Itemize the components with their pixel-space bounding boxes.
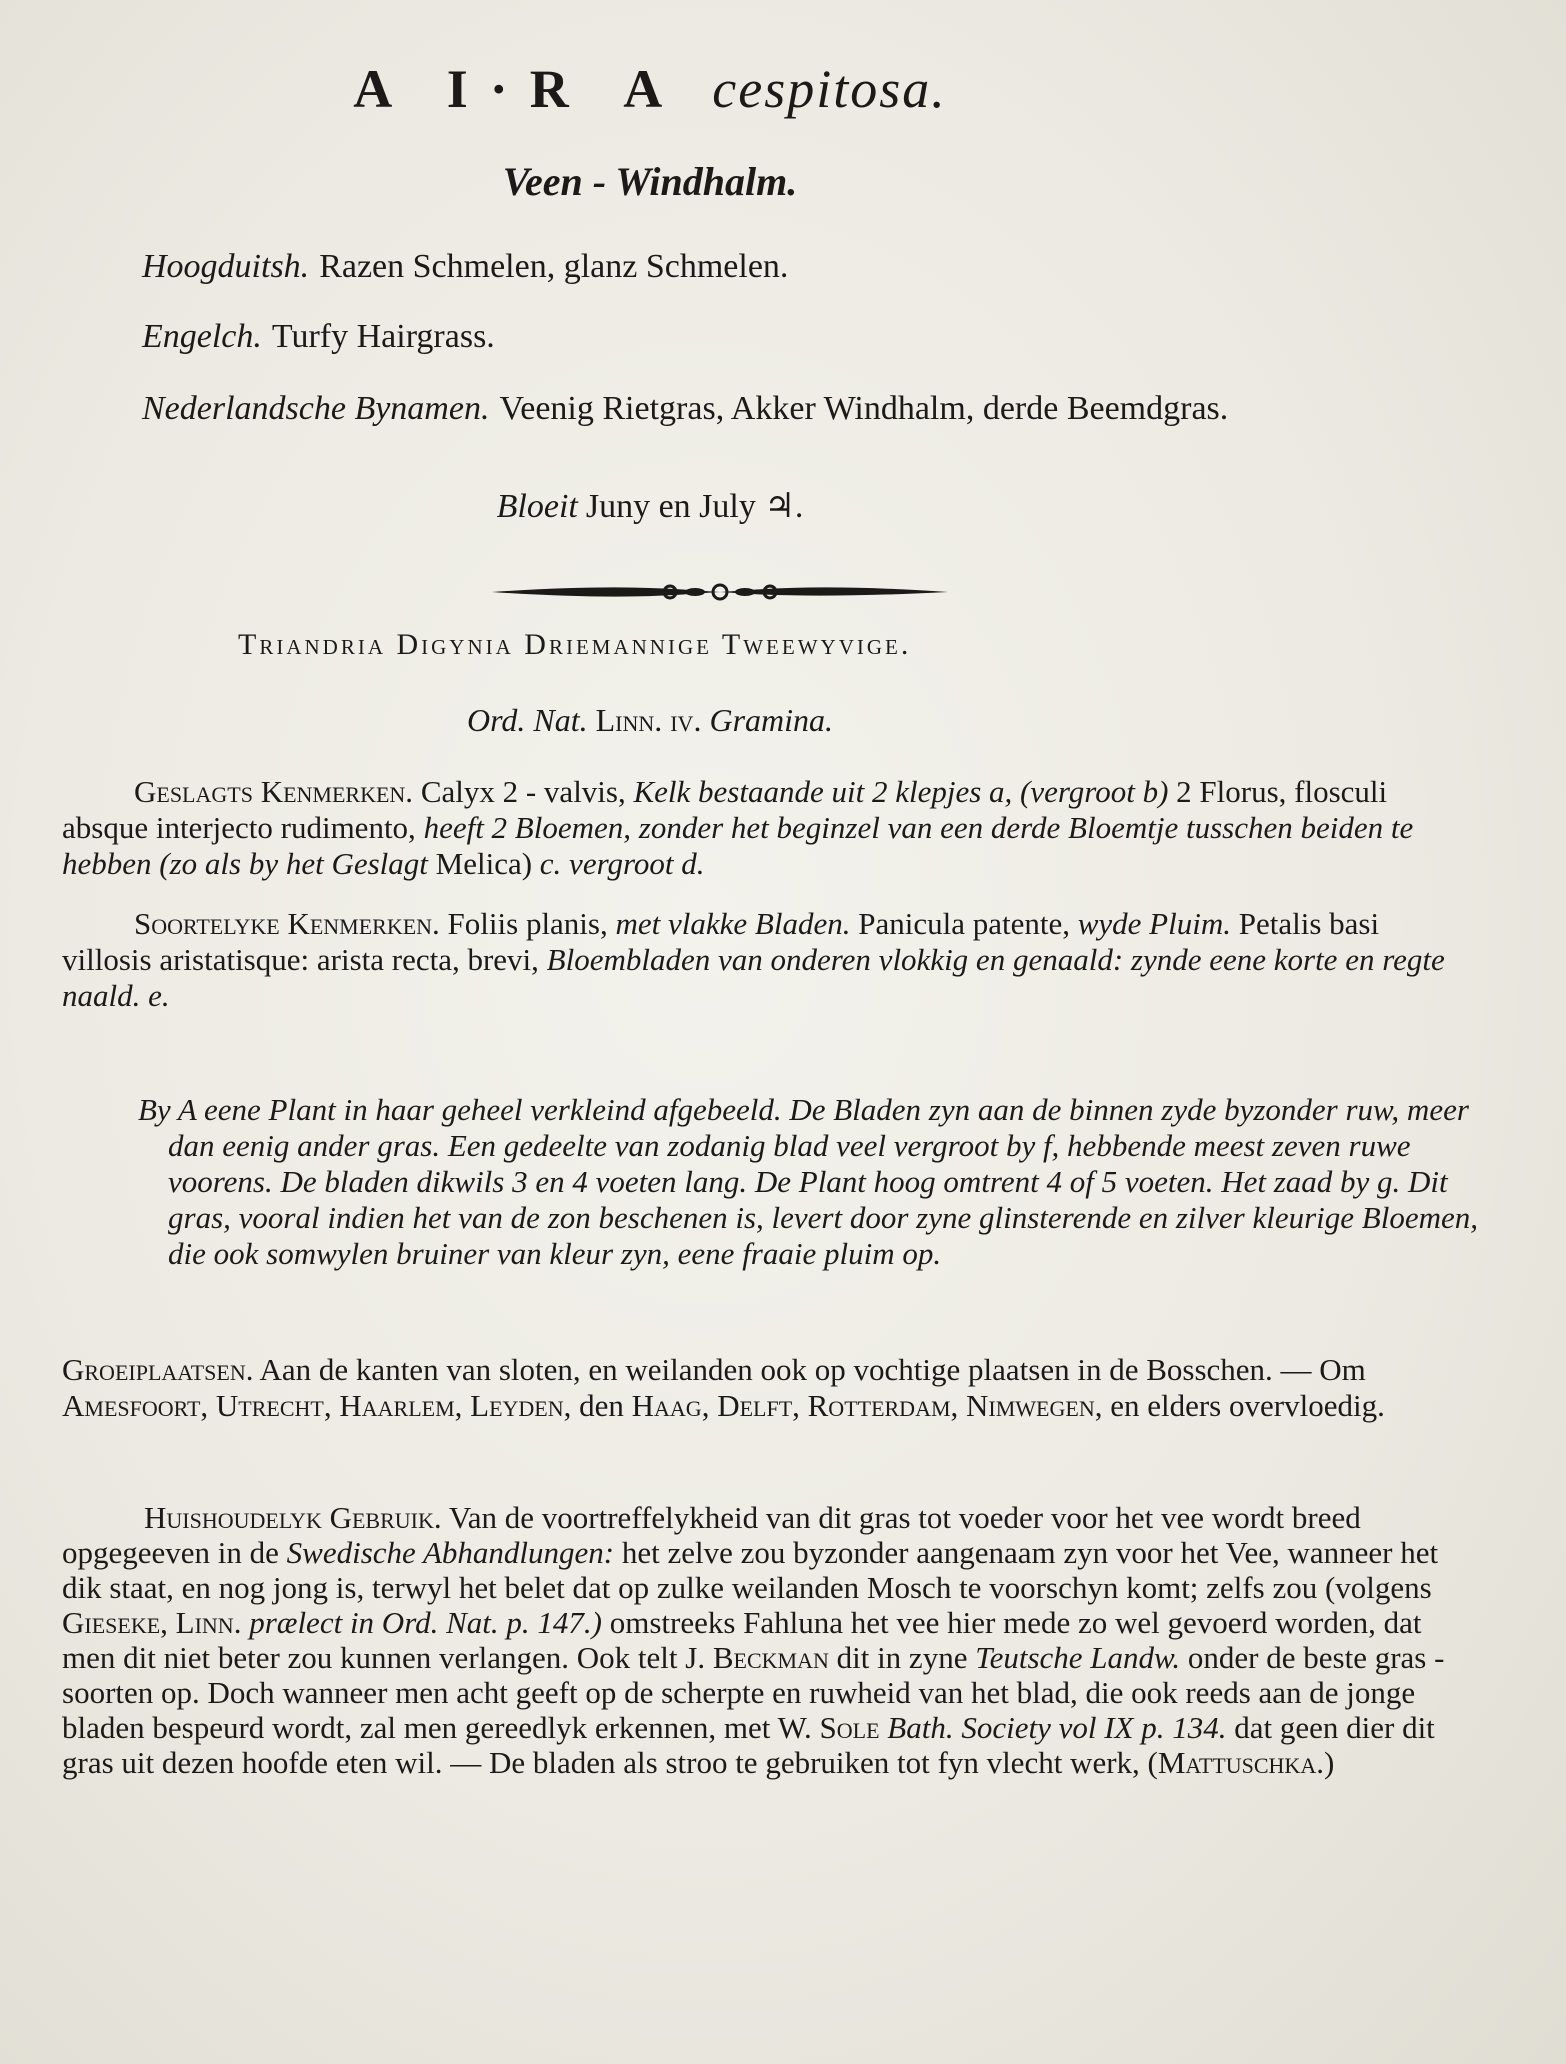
name-text: Turfy Hairgrass.: [271, 318, 495, 355]
name-text: Veenig Rietgras, Akker Windhalm, derde Beemdgras.: [499, 390, 1229, 427]
name-line-dutch: [142, 390, 1228, 428]
paragraph-genus-characters: [62, 774, 1472, 882]
paragraph-species-characters: [62, 906, 1472, 1014]
text-run: (Mattuschka.): [1147, 1745, 1335, 1780]
text-run: Aan de kanten van sloten, en weilanden ook op vochtige plaatsen in de Bosschen. — Om: [259, 1352, 1366, 1387]
text-run: Swedische Abhandlungen:: [286, 1535, 615, 1570]
text-run: dat geen dier dit gras uit dezen hoofde eten wil. — De bladen als stroo te gebruiken tot fyn vlecht werk,: [62, 1710, 1435, 1780]
text-run: Foliis planis,: [447, 906, 608, 941]
name-line-german: [142, 248, 788, 286]
text-run: prælect in Ord. Nat. p. 147.): [249, 1605, 602, 1640]
ord-linn: Linn. iv.: [595, 702, 702, 738]
dutch-name: Veen - Windhalm.: [502, 159, 798, 204]
text-run: den: [579, 1388, 624, 1423]
text-run: Bath. Society vol IX p. 134.: [887, 1710, 1227, 1745]
name-label: Nederlandsche Bynamen.: [142, 390, 490, 427]
text-run: c. vergroot d.: [539, 846, 705, 881]
paragraph-description: By A eene Plant in haar geheel verkleind afgebeeld. De Bladen zyn aan de binnen zyde byzonder ruw, meer dan eenig ander gras. Een gedeelte van zodanig blad veel vergroot by f, hebbende meest zeven ruwe voorens. De bladen dikwils 3 en 4 voeten lang. De Plant hoog omtrent 4 of 5 voeten. Het zaad by g. Dit gras, vooral indien het van de zon beschenen is, levert door zyne glinsterende en zilver kleurige Bloemen, die ook somwylen bruiner van kleur zyn, eene fraaie pluim op.: [138, 1092, 1478, 1271]
text-run: Gieseke, Linn.: [62, 1605, 242, 1640]
name-text: Razen Schmelen, glanz Schmelen.: [319, 248, 789, 285]
text-run: omstreeks Fahluna het vee hier mede zo wel gevoerd worden, dat men dit niet beter zou kunnen verlangen. Ook telt J.: [62, 1605, 1422, 1675]
text-run: onder de beste gras - soorten op. Doch wanneer men acht geeft op de scherpte en ruwheid van het blad, die ook reeds aan de jonge bladen bespeurd wordt, zal men gereedlyk erkennen, met W.: [62, 1640, 1445, 1745]
text-run: Van de voortreffelykheid van dit gras tot voeder voor het vee wordt breed opgegeeven in de: [62, 1500, 1361, 1570]
text-run: Teutsche Landw.: [975, 1640, 1181, 1675]
text-run: Panicula patente,: [858, 906, 1070, 941]
text-run: met vlakke Bladen.: [615, 906, 851, 941]
flowering-text: Juny en July ♃.: [585, 488, 804, 525]
text-run: dit in zyne: [836, 1640, 968, 1675]
page-title: [0, 58, 1300, 120]
text-run: Calyx 2 - valvis,: [420, 774, 626, 809]
ord-prefix: Ord. Nat.: [466, 702, 588, 738]
text-run: Beckman: [712, 1640, 829, 1675]
name-label: Hoogduitsh.: [142, 248, 310, 285]
name-line-english: [142, 318, 495, 356]
text-run: Petalis basi villosis aristatisque: arista recta, brevi,: [62, 906, 1380, 977]
text-run: Bloembladen van onderen vlokkig en genaald: zynde eene korte en regte naald. e.: [62, 942, 1445, 1013]
section-heading: Geslagts Kenmerken.: [134, 774, 414, 809]
text-run: Sole: [819, 1710, 880, 1745]
section-heading: Groeiplaatsen.: [62, 1352, 254, 1387]
text-run: heeft 2 Bloemen, zonder het beginzel van een derde Bloemtje tusschen beiden te hebben (zo als by het Geslagt: [62, 810, 1414, 881]
section-heading: Huishoudelyk Gebruik.: [144, 1500, 442, 1535]
text-run: Amesfoort, Utrecht, Haarlem, Leyden,: [62, 1388, 572, 1423]
species-name: cespitosa.: [712, 59, 947, 119]
section-heading: Soortelyke Kenmerken.: [134, 906, 440, 941]
flowering-label: Bloeit: [496, 488, 578, 525]
ord-name: Gramina.: [709, 702, 834, 738]
ornament-divider-icon: [490, 578, 950, 606]
classification: Triandria Digynia Driemannige Tweewyvige.: [238, 628, 912, 661]
name-label: Engelch.: [142, 318, 262, 355]
paragraph-household-use: [62, 1500, 1472, 1780]
paragraph-habitat: [62, 1352, 1472, 1424]
flowering-line: [0, 486, 1300, 526]
text-run: Kelk bestaande uit 2 klepjes a, (vergroot b): [633, 774, 1169, 809]
natural-order: [0, 702, 1300, 739]
text-run: het zelve zou byzonder aangenaam zyn voor het Vee, wanneer het dik staat, en nog jong is, terwyl het belet dat op zulke weilanden Mosch te voorschyn komt; zelfs zou (volgens: [62, 1535, 1439, 1605]
genus-name: A I·R A: [353, 59, 685, 119]
text-run: Melica): [435, 846, 533, 881]
text-run: wyde Pluim.: [1077, 906, 1231, 941]
text-run: 2 Florus, flosculi absque interjecto rudimento,: [62, 774, 1388, 845]
text-run: Haag, Delft, Rotterdam, Nimwegen,: [631, 1388, 1103, 1423]
text-run: en elders overvloedig.: [1110, 1388, 1385, 1423]
